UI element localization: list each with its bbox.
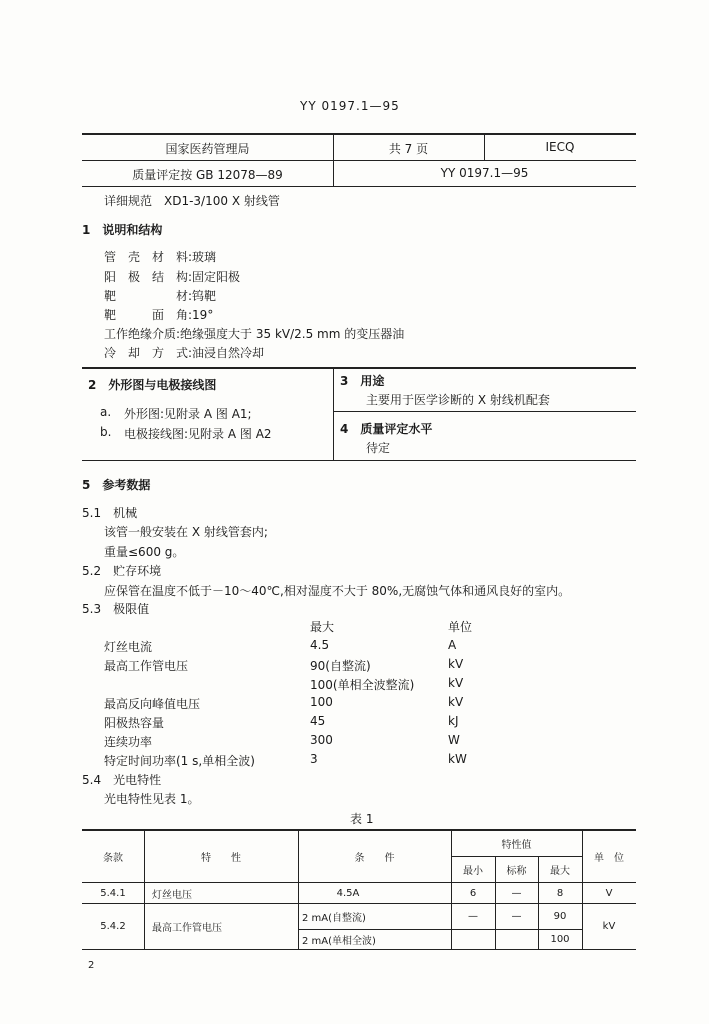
limit-unit: kV bbox=[448, 676, 464, 690]
row1-unit: V bbox=[605, 887, 613, 899]
agency-cell: 国家医药管理局 bbox=[165, 142, 250, 156]
section4-text: 待定 bbox=[366, 441, 391, 455]
section-box-right-split bbox=[333, 411, 636, 412]
s53-title: 5.3 极限值 bbox=[82, 602, 150, 616]
quality-basis-cell: 质量评定按 GB 12078—89 bbox=[132, 168, 283, 182]
row2-unit: kV bbox=[602, 921, 616, 932]
limit-unit: W bbox=[448, 733, 460, 747]
limit-name: 特定时间功率(1 s,单相全波) bbox=[104, 754, 255, 768]
row1-min: 6 bbox=[469, 887, 477, 899]
limit-unit: kV bbox=[448, 657, 464, 671]
row1-property: 灯丝电压 bbox=[152, 889, 192, 901]
limit-max: 4.5 bbox=[310, 638, 330, 652]
row1-clause: 5.4.1 bbox=[100, 887, 126, 899]
s54-text: 光电特性见表 1。 bbox=[104, 792, 200, 806]
limit-max: 300 bbox=[310, 733, 333, 747]
limit-name: 最高反向峰值电压 bbox=[104, 697, 201, 711]
top-table-top-border bbox=[82, 133, 636, 135]
s54-title: 5.4 光电特性 bbox=[82, 773, 162, 787]
row2-min-a: — bbox=[468, 911, 478, 922]
s52-title: 5.2 贮存环境 bbox=[82, 564, 162, 578]
th-max: 最大 bbox=[550, 866, 570, 877]
limit-max: 45 bbox=[310, 714, 326, 728]
section1-item: 管 壳 材 料:玻璃 bbox=[104, 250, 217, 264]
table1-bottom bbox=[82, 949, 636, 950]
limit-name: 灯丝电流 bbox=[104, 640, 153, 654]
top-table-bottom-border bbox=[82, 186, 636, 187]
section3-title: 3 用途 bbox=[340, 374, 385, 388]
row2-max-a: 90 bbox=[553, 911, 567, 922]
section5-title: 5 参考数据 bbox=[82, 478, 151, 492]
section-box-top bbox=[82, 367, 636, 369]
standard-no-cell: YY 0197.1—95 bbox=[440, 166, 529, 180]
th-unit: 单 位 bbox=[594, 852, 624, 864]
section2-a-text: 外形图:见附录 A 图 A1; bbox=[124, 407, 252, 421]
doc-code-header: YY 0197.1—95 bbox=[300, 99, 400, 113]
th-clause: 条款 bbox=[103, 852, 123, 864]
s51-title: 5.1 机械 bbox=[82, 506, 138, 520]
s51-line1: 该管一般安装在 X 射线管套内; bbox=[104, 525, 268, 539]
limit-unit: A bbox=[448, 638, 457, 652]
section1-title: 1 说明和结构 bbox=[82, 223, 163, 237]
section1-item: 工作绝缘介质:绝缘强度大于 35 kV/2.5 mm 的变压器油 bbox=[104, 327, 405, 341]
limit-name: 最高工作管电压 bbox=[104, 659, 189, 673]
section2-a-label: a. bbox=[100, 405, 112, 419]
row2-condition-b: 2 mA(单相全波) bbox=[302, 936, 376, 947]
section2-b-label: b. bbox=[100, 425, 112, 439]
section2-b-text: 电极接线图:见附录 A 图 A2 bbox=[124, 427, 272, 441]
row1-nominal: — bbox=[511, 887, 522, 899]
pages-cell: 共 7 页 bbox=[388, 142, 429, 156]
limit-name: 连续功率 bbox=[104, 735, 153, 749]
row1-max: 8 bbox=[556, 887, 564, 899]
section2-title: 2 外形图与电极接线图 bbox=[88, 378, 217, 392]
section1-item: 靶 面 角:19° bbox=[104, 308, 214, 322]
th-min: 最小 bbox=[463, 866, 483, 877]
section1-item: 靶 材:钨靶 bbox=[104, 289, 217, 303]
s51-line2: 重量≤600 g。 bbox=[104, 545, 185, 559]
table1-caption: 表 1 bbox=[350, 812, 374, 826]
section3-text: 主要用于医学诊断的 X 射线机配套 bbox=[366, 393, 550, 407]
th-property: 特 性 bbox=[201, 852, 241, 864]
section4-title: 4 质量评定水平 bbox=[340, 422, 433, 436]
section-box-divider bbox=[333, 368, 334, 460]
row2-clause: 5.4.2 bbox=[100, 921, 126, 932]
s53-col-unit: 单位 bbox=[448, 620, 473, 634]
row1-condition: 4.5A bbox=[336, 887, 360, 899]
th-nominal: 标称 bbox=[506, 866, 527, 877]
top-table-mid-border bbox=[82, 160, 636, 161]
section1-item: 冷 却 方 式:油浸自然冷却 bbox=[104, 346, 265, 360]
limit-max: 100(单相全波整流) bbox=[310, 678, 415, 692]
section1-item: 阳 极 结 构:固定阳极 bbox=[104, 270, 241, 284]
limit-max: 100 bbox=[310, 695, 333, 709]
limit-max: 3 bbox=[310, 752, 318, 766]
row2-property: 最高工作管电压 bbox=[152, 923, 222, 934]
s52-text: 应保管在温度不低于－10～40℃,相对湿度不大于 80%,无腐蚀气体和通风良好的室内。 bbox=[104, 584, 571, 598]
limit-unit: kV bbox=[448, 695, 464, 709]
section-box-bottom bbox=[82, 460, 636, 461]
row2-nominal-a: — bbox=[511, 911, 522, 922]
row2-condition-a: 2 mA(自整流) bbox=[302, 913, 366, 924]
s53-col-max: 最大 bbox=[310, 620, 335, 634]
scheme-cell: IECQ bbox=[545, 140, 575, 154]
limit-unit: kJ bbox=[448, 714, 459, 728]
row2-max-b: 100 bbox=[550, 934, 570, 945]
limit-max: 90(自整流) bbox=[310, 659, 371, 673]
th-condition: 条 件 bbox=[354, 852, 395, 864]
th-char-value: 特性值 bbox=[501, 839, 532, 851]
page-number: 2 bbox=[88, 960, 95, 971]
spec-line: 详细规范 XD1-3/100 X 射线管 bbox=[104, 194, 280, 208]
limit-unit: kW bbox=[448, 752, 467, 766]
limit-name: 阳极热容量 bbox=[104, 716, 165, 730]
